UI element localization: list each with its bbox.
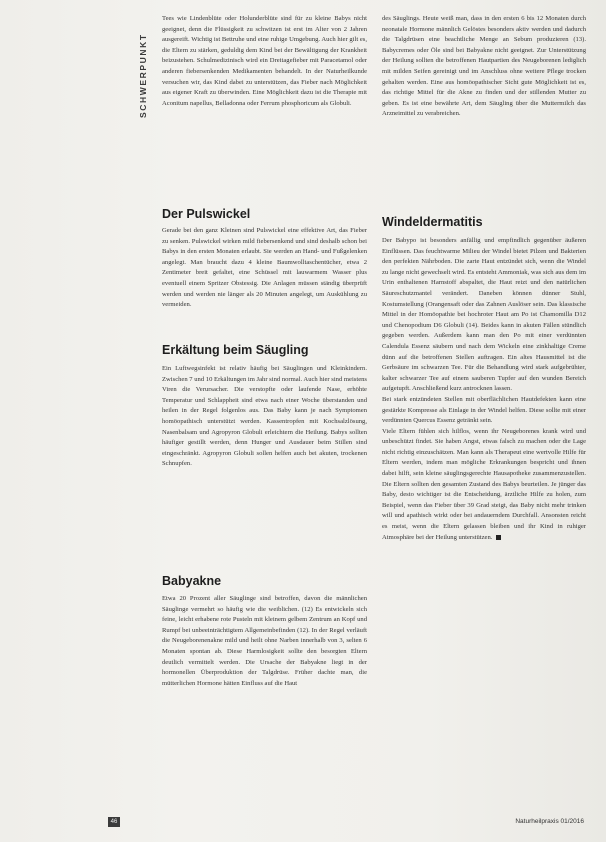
- pulswickel-block: [162, 226, 367, 311]
- windel-block: [382, 236, 586, 543]
- footer-issue: Naturheilpraxis 01/2016: [515, 818, 584, 825]
- heading-pulswickel: Der Pulswickel: [162, 207, 251, 221]
- erkaeltung-paragraph: Ein Luftwegsinfekt ist relativ häufig bei Säuglingen und Kleinkindern. Zwischen 7 und 10 Erkältungen im Jahr sind normal. Auch hier sind meistens Viren die Verursacher. Die verstopfte oder laufende Nase, erhöhte Temperatur und Schlappheit sind etwa nach einer Woche überstanden und heilen in der Regel folgenlos aus. Das Baby kann je nach Symptomen homöopathisch unterstützt werden. Kassentropfen mit Kochsalzlösung, Nasenbalsam und Agropyron Globuli erleichtern die Heilung. Babys sollten häufiger gestillt werden, denn Hunger und Ausdauer beim Stillen sind eingeschränkt. Agropyron Globuli sollen helfen auch bei akuten, trockenen Schnupfen.: [162, 365, 367, 468]
- heading-babyakne: Babyakne: [162, 574, 222, 588]
- heading-windeldermatitis: Windeldermatitis: [382, 215, 483, 229]
- pulswickel-paragraph: Gerade bei den ganz Kleinen sind Pulswickel eine effektive Art, das Fieber zu senken. Pulswickel wirken mild fiebersenkend und sind deshalb schon bei Babys in den ersten Monaten erlaubt. Sie werden an Hand- und Fußgelenken angelegt. Man braucht dazu 4 kleine Baumwolltaschentücher, etwa 2 Zentimeter breit gefaltet, eine Schüssel mit lauwarmem Wasser plus eventuell einem Spritzer Obstessig. Die Anlagen müssen ständig überprüft werden und werden nie länger als 20 Minuten angelegt, um Auskühlung zu vermeiden.: [162, 227, 367, 309]
- left-intro-paragraph: Tees wie Lindenblüte oder Holunderblüte sind für zu kleine Babys nicht geeignet, denn die Flüssigkeit zu schwitzen ist erst im Alter von 2 Jahren ausgereift. Wichtig ist Bettruhe und eine ruhige Umgebung. Auch hier gilt es, die Eltern zu stärken, geduldig dem Kind bei der Bewältigung der Krankheit beizustehen. Schulmedizinisch wird ein Dreitagefieber mit Paracetamol oder anderen fiebersenkenden Medikamenten behandelt. In der Naturheilkunde versuchen wir, das Kind dabei zu unterstützen, das Fieber nach Möglichkeit aus eigener Kraft zu überwinden. Eine Möglichkeit dazu ist die Therapie mit Aconitum napellus, Belladonna oder Ferrum phosphoricum als Globuli.: [162, 15, 367, 107]
- windel-paragraph: [382, 236, 586, 543]
- right-intro-paragraph: des Säuglings. Heute weiß man, dass in den ersten 6 bis 12 Monaten durch neonatale Hormone männlich Gelöstes besonders aktiv werden und dadurch die Talgdrüsen eine beachtliche Menge an Sebum produzieren (13). Babycremes oder Öle sind bei Babyakne nicht geeignet. Zur Unterstützung der Heilung sollten die betroffenen Hautpartien des Neugeborenen lediglich mit milden Seifen gereinigt und im Anschluss ohne weitere Pflege trocken gehalten werden. Eine aus homöopathischer Sicht gute Möglichkeit ist es, das richtige Mittel für die Akne zu finden und der stillenden Mutter zu geben. Es ist eine bewährte Art, dem Säugling über die Muttermilch das Arzneimittel zu verabreichen.: [382, 15, 586, 118]
- left-intro-block: [162, 14, 367, 109]
- section-label: SCHWERPUNKT: [138, 33, 148, 118]
- babyakne-block: [162, 594, 367, 689]
- erkaeltung-block: [162, 364, 367, 470]
- babyakne-paragraph: Etwa 20 Prozent aller Säuglinge sind betroffen, davon die männlichen Säuglinge vermehrt so häufig wie die weiblichen. (12) Es entwickeln sich feine, leicht erhabene rote Pusteln mit kleinem gelbem Zentrum an Kopf und Rumpf bei unbeeinträchtigtem Allgemeinbefinden (12). In der Regel verläuft die Neugeborenenakne mild und heilt ohne Narben innerhalb von 3, selten 6 Monaten spontan ab. Diese Harmlosigkeit sollte den besorgten Eltern deutlich vermittelt werden. Die Ursache der Babyakne liegt in der hormonellen Überproduktion der Talgdrüse. Früher dachte man, die mütterlichen Hormone hätten Einfluss auf die Haut: [162, 595, 367, 687]
- page-number: 46: [108, 817, 120, 827]
- end-mark-icon: [496, 535, 501, 540]
- heading-erkaeltung: Erkältung beim Säugling: [162, 343, 309, 357]
- windel-text: Der Babypo ist besonders anfällig und empfindlich gegenüber äußeren Einflüssen. Das feuchtwarme Milieu der Windel bietet Pilzen und Bakterien den perfekten Nährboden. Die zarte Haut entzündet sich, wenn die Windel zu lange nicht gewechselt wird. Es entsteht Ammoniak, was sich aus dem im Urin enthaltenen Harnstoff abspaltet, die Haut reizt und den natürlichen Säureschutzmantel verändert. Daneben können dünner Stuhl, Kostumstellung (Orangensaft oder das Zahnen Auslöser sein. Das klassische Mittel in der Homöopathie bei hochroter Haut am Po ist Chamomilla D12 und Chenopodium D6 Globuli (14). Beides kann in akuten Fällen stündlich gegeben werden. Außerdem kann man den Po mit einer verdünnten Calendula Essenz säubern und nach dem Wickeln eine zinkhaltige Creme dünn auf die betroffenen Stellen auftragen. Ein altes Hausmittel ist die Gerbsäure im schwarzen Tee. Für die Behandlung wird stark aufgebrühter, kalter schwarzer Tee auf einem sauberen Tupfer auf den wunden Bereich aufgetupft. Anschließend kurz antrocknen lassen. Bei stark entzündeten Stellen mit oberflächlichen Hautdefekten kann eine gestärkte Kompresse als Einlage in der Windel helfen. Diese sollte mit einer verdünnten Quercus Essenz getränkt sein. Viele Eltern fühlen sich hilflos, wenn ihr Neugeborenes krank wird und unbeschützt findet. Sie haben Angst, etwas falsch zu machen oder die Lage nicht richtig einzuschätzen. Man kann als Therapeut eine wertvolle Hilfe für Eltern werden, indem man mögliche Erkrankungen bespricht und ihnen dabei hilft, sein kleine säuglingsgerechte Hausapotheke zusammenzustellen. Die Eltern sollten den gesamten Zustand des Babys beurteilen. Je jünger das Baby, desto wichtiger ist die Entscheidung, ärztliche Hilfe zu holen, zum Beispiel, wenn das Fieber über 39 Grad steigt, das Baby nicht mehr trinken will und apathisch wirkt oder bei andauerndem Durchfall. Ansonsten reicht es meist, wenn die Eltern gelassen bleiben und ihr Kind in ruhiger Atmosphäre bei der Heilung unterstützen.: [382, 237, 586, 541]
- right-intro-block: [382, 14, 586, 120]
